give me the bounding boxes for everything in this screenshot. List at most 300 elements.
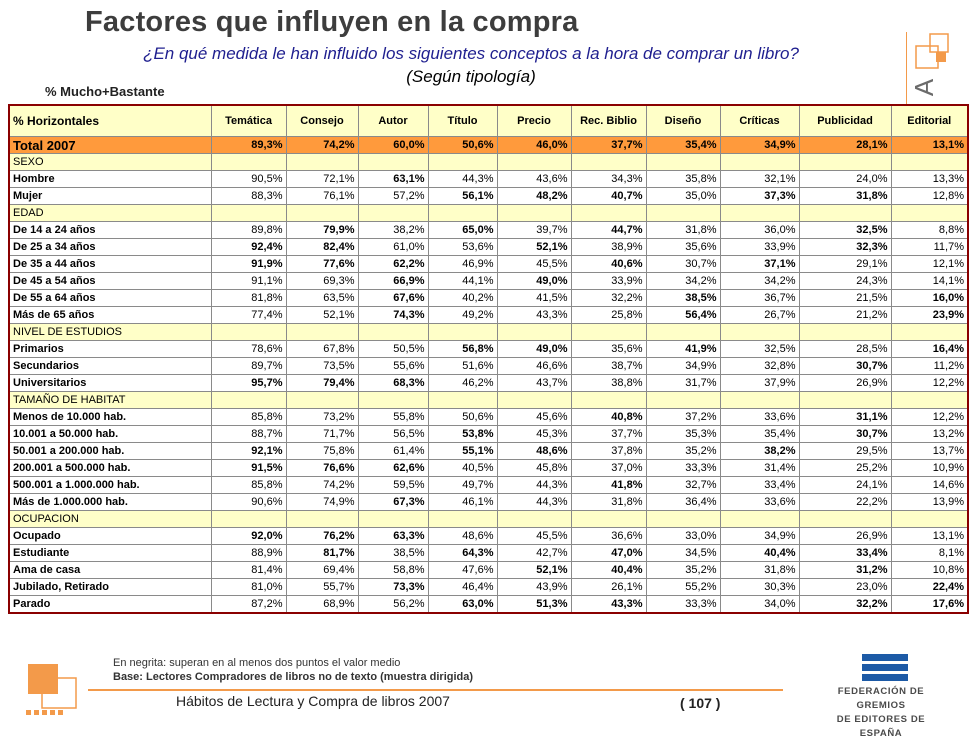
section-label: OCUPACION — [9, 511, 211, 528]
value-cell: 13,1% — [891, 528, 968, 545]
value-cell: 88,7% — [211, 426, 286, 443]
empty-cell — [497, 511, 571, 528]
value-cell: 67,6% — [358, 290, 428, 307]
table-row — [9, 307, 968, 324]
value-cell: 32,5% — [799, 222, 891, 239]
column-header: Autor — [358, 105, 428, 137]
value-cell: 46,6% — [497, 358, 571, 375]
value-cell: 35,0% — [646, 188, 720, 205]
value-cell: 81,7% — [286, 545, 358, 562]
empty-cell — [799, 154, 891, 171]
empty-cell — [646, 324, 720, 341]
value-cell: 59,5% — [358, 477, 428, 494]
value-cell: 13,7% — [891, 443, 968, 460]
row-label: Estudiante — [9, 545, 211, 562]
value-cell: 90,6% — [211, 494, 286, 511]
empty-cell — [646, 154, 720, 171]
empty-cell — [799, 324, 891, 341]
value-cell: 67,3% — [358, 494, 428, 511]
row-label: De 45 a 54 años — [9, 273, 211, 290]
table-row — [9, 528, 968, 545]
value-cell: 28,1% — [799, 137, 891, 154]
value-cell: 55,6% — [358, 358, 428, 375]
section-label: SEXO — [9, 154, 211, 171]
value-cell: 40,2% — [428, 290, 497, 307]
empty-cell — [571, 205, 646, 222]
value-cell: 89,3% — [211, 137, 286, 154]
table-row — [9, 290, 968, 307]
value-cell: 36,0% — [720, 222, 799, 239]
value-cell: 30,3% — [720, 579, 799, 596]
value-cell: 71,7% — [286, 426, 358, 443]
value-cell: 44,3% — [497, 477, 571, 494]
value-cell: 38,8% — [571, 375, 646, 392]
value-cell: 8,1% — [891, 545, 968, 562]
value-cell: 56,4% — [646, 307, 720, 324]
row-label: 200.001 a 500.000 hab. — [9, 460, 211, 477]
empty-cell — [286, 511, 358, 528]
table-row — [9, 375, 968, 392]
value-cell: 37,7% — [571, 426, 646, 443]
value-cell: 66,9% — [358, 273, 428, 290]
empty-cell — [799, 511, 891, 528]
base-note: Base: Lectores Compradores de libros no de texto (muestra dirigida) — [113, 671, 474, 683]
value-cell: 14,1% — [891, 273, 968, 290]
value-cell: 77,4% — [211, 307, 286, 324]
value-cell: 48,6% — [497, 443, 571, 460]
value-cell: 38,5% — [646, 290, 720, 307]
value-cell: 16,4% — [891, 341, 968, 358]
value-cell: 74,3% — [358, 307, 428, 324]
table-row — [9, 579, 968, 596]
value-cell: 49,7% — [428, 477, 497, 494]
empty-cell — [497, 205, 571, 222]
empty-cell — [286, 324, 358, 341]
row-label: Hombre — [9, 171, 211, 188]
value-cell: 12,8% — [891, 188, 968, 205]
header-corner: % Horizontales — [9, 105, 211, 137]
value-cell: 37,3% — [720, 188, 799, 205]
column-header: Rec. Biblio — [571, 105, 646, 137]
value-cell: 89,7% — [211, 358, 286, 375]
value-cell: 62,6% — [358, 460, 428, 477]
value-cell: 76,2% — [286, 528, 358, 545]
value-cell: 85,8% — [211, 409, 286, 426]
value-cell: 45,3% — [497, 426, 571, 443]
value-cell: 28,5% — [799, 341, 891, 358]
value-cell: 33,3% — [646, 596, 720, 614]
value-cell: 36,6% — [571, 528, 646, 545]
value-cell: 56,2% — [358, 596, 428, 614]
value-cell: 52,1% — [497, 239, 571, 256]
column-header: Título — [428, 105, 497, 137]
value-cell: 33,4% — [799, 545, 891, 562]
value-cell: 21,5% — [799, 290, 891, 307]
value-cell: 34,5% — [646, 545, 720, 562]
value-cell: 68,3% — [358, 375, 428, 392]
empty-cell — [891, 205, 968, 222]
value-cell: 35,3% — [646, 426, 720, 443]
value-cell: 46,0% — [497, 137, 571, 154]
value-cell: 38,5% — [358, 545, 428, 562]
value-cell: 48,6% — [428, 528, 497, 545]
value-cell: 29,5% — [799, 443, 891, 460]
value-cell: 37,9% — [720, 375, 799, 392]
value-cell: 43,3% — [571, 596, 646, 614]
report-name: Hábitos de Lectura y Compra de libros 2007 — [176, 693, 450, 709]
empty-cell — [646, 392, 720, 409]
row-label: Mujer — [9, 188, 211, 205]
value-cell: 51,3% — [497, 596, 571, 614]
value-cell: 47,6% — [428, 562, 497, 579]
value-cell: 63,0% — [428, 596, 497, 614]
value-cell: 87,2% — [211, 596, 286, 614]
value-cell: 43,6% — [497, 171, 571, 188]
value-cell: 31,1% — [799, 409, 891, 426]
value-cell: 67,8% — [286, 341, 358, 358]
value-cell: 75,8% — [286, 443, 358, 460]
table-row — [9, 460, 968, 477]
value-cell: 45,6% — [497, 409, 571, 426]
empty-cell — [286, 205, 358, 222]
value-cell: 30,7% — [799, 426, 891, 443]
value-cell: 26,1% — [571, 579, 646, 596]
value-cell: 11,7% — [891, 239, 968, 256]
value-cell: 56,8% — [428, 341, 497, 358]
value-cell: 49,0% — [497, 273, 571, 290]
value-cell: 88,3% — [211, 188, 286, 205]
federation-name — [816, 685, 946, 741]
value-cell: 35,2% — [646, 443, 720, 460]
value-cell: 31,8% — [571, 494, 646, 511]
value-cell: 21,2% — [799, 307, 891, 324]
column-header: Consejo — [286, 105, 358, 137]
value-cell: 55,8% — [358, 409, 428, 426]
table-row — [9, 239, 968, 256]
data-table — [8, 104, 969, 614]
side-letter: A — [909, 78, 940, 97]
section-label: EDAD — [9, 205, 211, 222]
empty-cell — [358, 392, 428, 409]
value-cell: 50,5% — [358, 341, 428, 358]
empty-cell — [571, 154, 646, 171]
value-cell: 10,8% — [891, 562, 968, 579]
empty-cell — [497, 324, 571, 341]
value-cell: 36,4% — [646, 494, 720, 511]
bold-note: En negrita: superan en al menos dos puntos el valor medio — [113, 657, 401, 669]
value-cell: 81,8% — [211, 290, 286, 307]
table-row — [9, 256, 968, 273]
value-cell: 30,7% — [799, 358, 891, 375]
value-cell: 26,7% — [720, 307, 799, 324]
value-cell: 32,2% — [571, 290, 646, 307]
value-cell: 81,0% — [211, 579, 286, 596]
empty-cell — [720, 511, 799, 528]
empty-cell — [358, 324, 428, 341]
value-cell: 50,6% — [428, 409, 497, 426]
column-header: Diseño — [646, 105, 720, 137]
value-cell: 31,8% — [720, 562, 799, 579]
value-cell: 24,1% — [799, 477, 891, 494]
value-cell: 53,6% — [428, 239, 497, 256]
value-cell: 33,3% — [646, 460, 720, 477]
empty-cell — [720, 205, 799, 222]
value-cell: 46,2% — [428, 375, 497, 392]
value-cell: 32,8% — [720, 358, 799, 375]
empty-cell — [428, 392, 497, 409]
value-cell: 69,4% — [286, 562, 358, 579]
value-cell: 47,0% — [571, 545, 646, 562]
value-cell: 35,8% — [646, 171, 720, 188]
table-body — [9, 137, 968, 614]
value-cell: 77,6% — [286, 256, 358, 273]
row-label: De 14 a 24 años — [9, 222, 211, 239]
value-cell: 33,4% — [720, 477, 799, 494]
row-label: De 25 a 34 años — [9, 239, 211, 256]
value-cell: 73,3% — [358, 579, 428, 596]
value-cell: 12,1% — [891, 256, 968, 273]
value-cell: 63,5% — [286, 290, 358, 307]
value-cell: 76,6% — [286, 460, 358, 477]
value-cell: 16,0% — [891, 290, 968, 307]
row-label: Parado — [9, 596, 211, 614]
empty-cell — [428, 154, 497, 171]
value-cell: 92,0% — [211, 528, 286, 545]
value-cell: 51,6% — [428, 358, 497, 375]
value-cell: 32,1% — [720, 171, 799, 188]
value-cell: 33,6% — [720, 409, 799, 426]
value-cell: 69,3% — [286, 273, 358, 290]
value-cell: 23,9% — [891, 307, 968, 324]
value-cell: 72,1% — [286, 171, 358, 188]
row-label: 10.001 a 50.000 hab. — [9, 426, 211, 443]
squares-logo-icon — [912, 28, 950, 70]
value-cell: 37,2% — [646, 409, 720, 426]
value-cell: 44,3% — [428, 171, 497, 188]
value-cell: 35,6% — [646, 239, 720, 256]
value-cell: 91,9% — [211, 256, 286, 273]
empty-cell — [720, 154, 799, 171]
value-cell: 73,2% — [286, 409, 358, 426]
value-cell: 40,4% — [571, 562, 646, 579]
empty-cell — [891, 392, 968, 409]
empty-cell — [891, 324, 968, 341]
value-cell: 52,1% — [286, 307, 358, 324]
value-cell: 24,0% — [799, 171, 891, 188]
value-cell: 55,7% — [286, 579, 358, 596]
value-cell: 37,0% — [571, 460, 646, 477]
value-cell: 32,3% — [799, 239, 891, 256]
value-cell: 31,8% — [799, 188, 891, 205]
section-label: TAMAÑO DE HABITAT — [9, 392, 211, 409]
column-header: Editorial — [891, 105, 968, 137]
page-number: ( 107 ) — [680, 695, 721, 711]
empty-cell — [211, 511, 286, 528]
value-cell: 38,9% — [571, 239, 646, 256]
value-cell: 10,9% — [891, 460, 968, 477]
table-row — [9, 341, 968, 358]
value-cell: 24,3% — [799, 273, 891, 290]
value-cell: 46,9% — [428, 256, 497, 273]
value-cell: 60,0% — [358, 137, 428, 154]
value-cell: 45,8% — [497, 460, 571, 477]
value-cell: 30,7% — [646, 256, 720, 273]
empty-cell — [286, 392, 358, 409]
value-cell: 76,1% — [286, 188, 358, 205]
empty-cell — [428, 205, 497, 222]
section-header-row — [9, 154, 968, 171]
empty-cell — [646, 205, 720, 222]
row-label: 50.001 a 200.000 hab. — [9, 443, 211, 460]
row-label: Primarios — [9, 341, 211, 358]
empty-cell — [428, 511, 497, 528]
empty-cell — [428, 324, 497, 341]
value-cell: 13,3% — [891, 171, 968, 188]
value-cell: 49,0% — [497, 341, 571, 358]
table-row — [9, 426, 968, 443]
value-cell: 68,9% — [286, 596, 358, 614]
empty-cell — [286, 154, 358, 171]
value-cell: 46,4% — [428, 579, 497, 596]
value-cell: 25,8% — [571, 307, 646, 324]
value-cell: 74,2% — [286, 137, 358, 154]
value-cell: 22,4% — [891, 579, 968, 596]
page-title: Factores que influyen en la compra — [85, 6, 579, 38]
row-label: Jubilado, Retirado — [9, 579, 211, 596]
section-header-row — [9, 392, 968, 409]
empty-cell — [720, 324, 799, 341]
table-row — [9, 188, 968, 205]
value-cell: 12,2% — [891, 375, 968, 392]
value-cell: 40,8% — [571, 409, 646, 426]
value-cell: 79,4% — [286, 375, 358, 392]
empty-cell — [358, 511, 428, 528]
table-row — [9, 545, 968, 562]
value-cell: 34,9% — [646, 358, 720, 375]
value-cell: 62,2% — [358, 256, 428, 273]
value-cell: 42,7% — [497, 545, 571, 562]
value-cell: 52,1% — [497, 562, 571, 579]
row-label: Secundarios — [9, 358, 211, 375]
value-cell: 61,4% — [358, 443, 428, 460]
value-cell: 44,7% — [571, 222, 646, 239]
section-header-row — [9, 324, 968, 341]
section-header-row — [9, 511, 968, 528]
value-cell: 50,6% — [428, 137, 497, 154]
value-cell: 46,1% — [428, 494, 497, 511]
value-cell: 55,1% — [428, 443, 497, 460]
value-cell: 89,8% — [211, 222, 286, 239]
empty-cell — [571, 324, 646, 341]
table-row — [9, 358, 968, 375]
value-cell: 40,7% — [571, 188, 646, 205]
footer-divider — [88, 689, 783, 691]
value-cell: 31,2% — [799, 562, 891, 579]
table-row — [9, 477, 968, 494]
value-cell: 91,1% — [211, 273, 286, 290]
federation-logo-icon — [860, 652, 910, 684]
value-cell: 37,8% — [571, 443, 646, 460]
value-cell: 14,6% — [891, 477, 968, 494]
value-cell: 33,9% — [720, 239, 799, 256]
value-cell: 33,6% — [720, 494, 799, 511]
row-label: De 55 a 64 años — [9, 290, 211, 307]
row-label: Ocupado — [9, 528, 211, 545]
row-label: Más de 1.000.000 hab. — [9, 494, 211, 511]
value-cell: 22,2% — [799, 494, 891, 511]
table-row — [9, 409, 968, 426]
value-cell: 31,4% — [720, 460, 799, 477]
table-row — [9, 562, 968, 579]
value-cell: 11,2% — [891, 358, 968, 375]
value-cell: 44,3% — [497, 494, 571, 511]
value-cell: 38,2% — [358, 222, 428, 239]
percentage-label: % Mucho+Bastante — [45, 84, 165, 99]
value-cell: 92,4% — [211, 239, 286, 256]
value-cell: 32,5% — [720, 341, 799, 358]
empty-cell — [497, 392, 571, 409]
value-cell: 37,1% — [720, 256, 799, 273]
empty-cell — [211, 324, 286, 341]
row-label: Ama de casa — [9, 562, 211, 579]
value-cell: 35,6% — [571, 341, 646, 358]
section-header-row — [9, 205, 968, 222]
value-cell: 35,4% — [720, 426, 799, 443]
value-cell: 34,2% — [646, 273, 720, 290]
value-cell: 56,1% — [428, 188, 497, 205]
value-cell: 92,1% — [211, 443, 286, 460]
total-row — [9, 137, 968, 154]
value-cell: 33,0% — [646, 528, 720, 545]
empty-cell — [799, 205, 891, 222]
value-cell: 26,9% — [799, 528, 891, 545]
value-cell: 63,1% — [358, 171, 428, 188]
empty-cell — [497, 154, 571, 171]
footer-squares-icon — [18, 662, 84, 716]
table-row — [9, 443, 968, 460]
value-cell: 31,7% — [646, 375, 720, 392]
value-cell: 31,8% — [646, 222, 720, 239]
section-label: NIVEL DE ESTUDIOS — [9, 324, 211, 341]
value-cell: 37,7% — [571, 137, 646, 154]
value-cell: 34,9% — [720, 528, 799, 545]
empty-cell — [720, 392, 799, 409]
value-cell: 35,2% — [646, 562, 720, 579]
column-header: Precio — [497, 105, 571, 137]
empty-cell — [211, 392, 286, 409]
value-cell: 74,9% — [286, 494, 358, 511]
value-cell: 61,0% — [358, 239, 428, 256]
row-label: Más de 65 años — [9, 307, 211, 324]
value-cell: 74,2% — [286, 477, 358, 494]
value-cell: 35,4% — [646, 137, 720, 154]
row-label: De 35 a 44 años — [9, 256, 211, 273]
value-cell: 41,8% — [571, 477, 646, 494]
value-cell: 38,7% — [571, 358, 646, 375]
table-header-row — [9, 105, 968, 137]
value-cell: 56,5% — [358, 426, 428, 443]
row-label: Menos de 10.000 hab. — [9, 409, 211, 426]
value-cell: 29,1% — [799, 256, 891, 273]
value-cell: 43,7% — [497, 375, 571, 392]
table-row — [9, 273, 968, 290]
value-cell: 43,9% — [497, 579, 571, 596]
value-cell: 8,8% — [891, 222, 968, 239]
federation-line-2: DE EDITORES DE ESPAÑA — [836, 714, 926, 739]
column-header: Críticas — [720, 105, 799, 137]
empty-cell — [571, 511, 646, 528]
value-cell: 23,0% — [799, 579, 891, 596]
